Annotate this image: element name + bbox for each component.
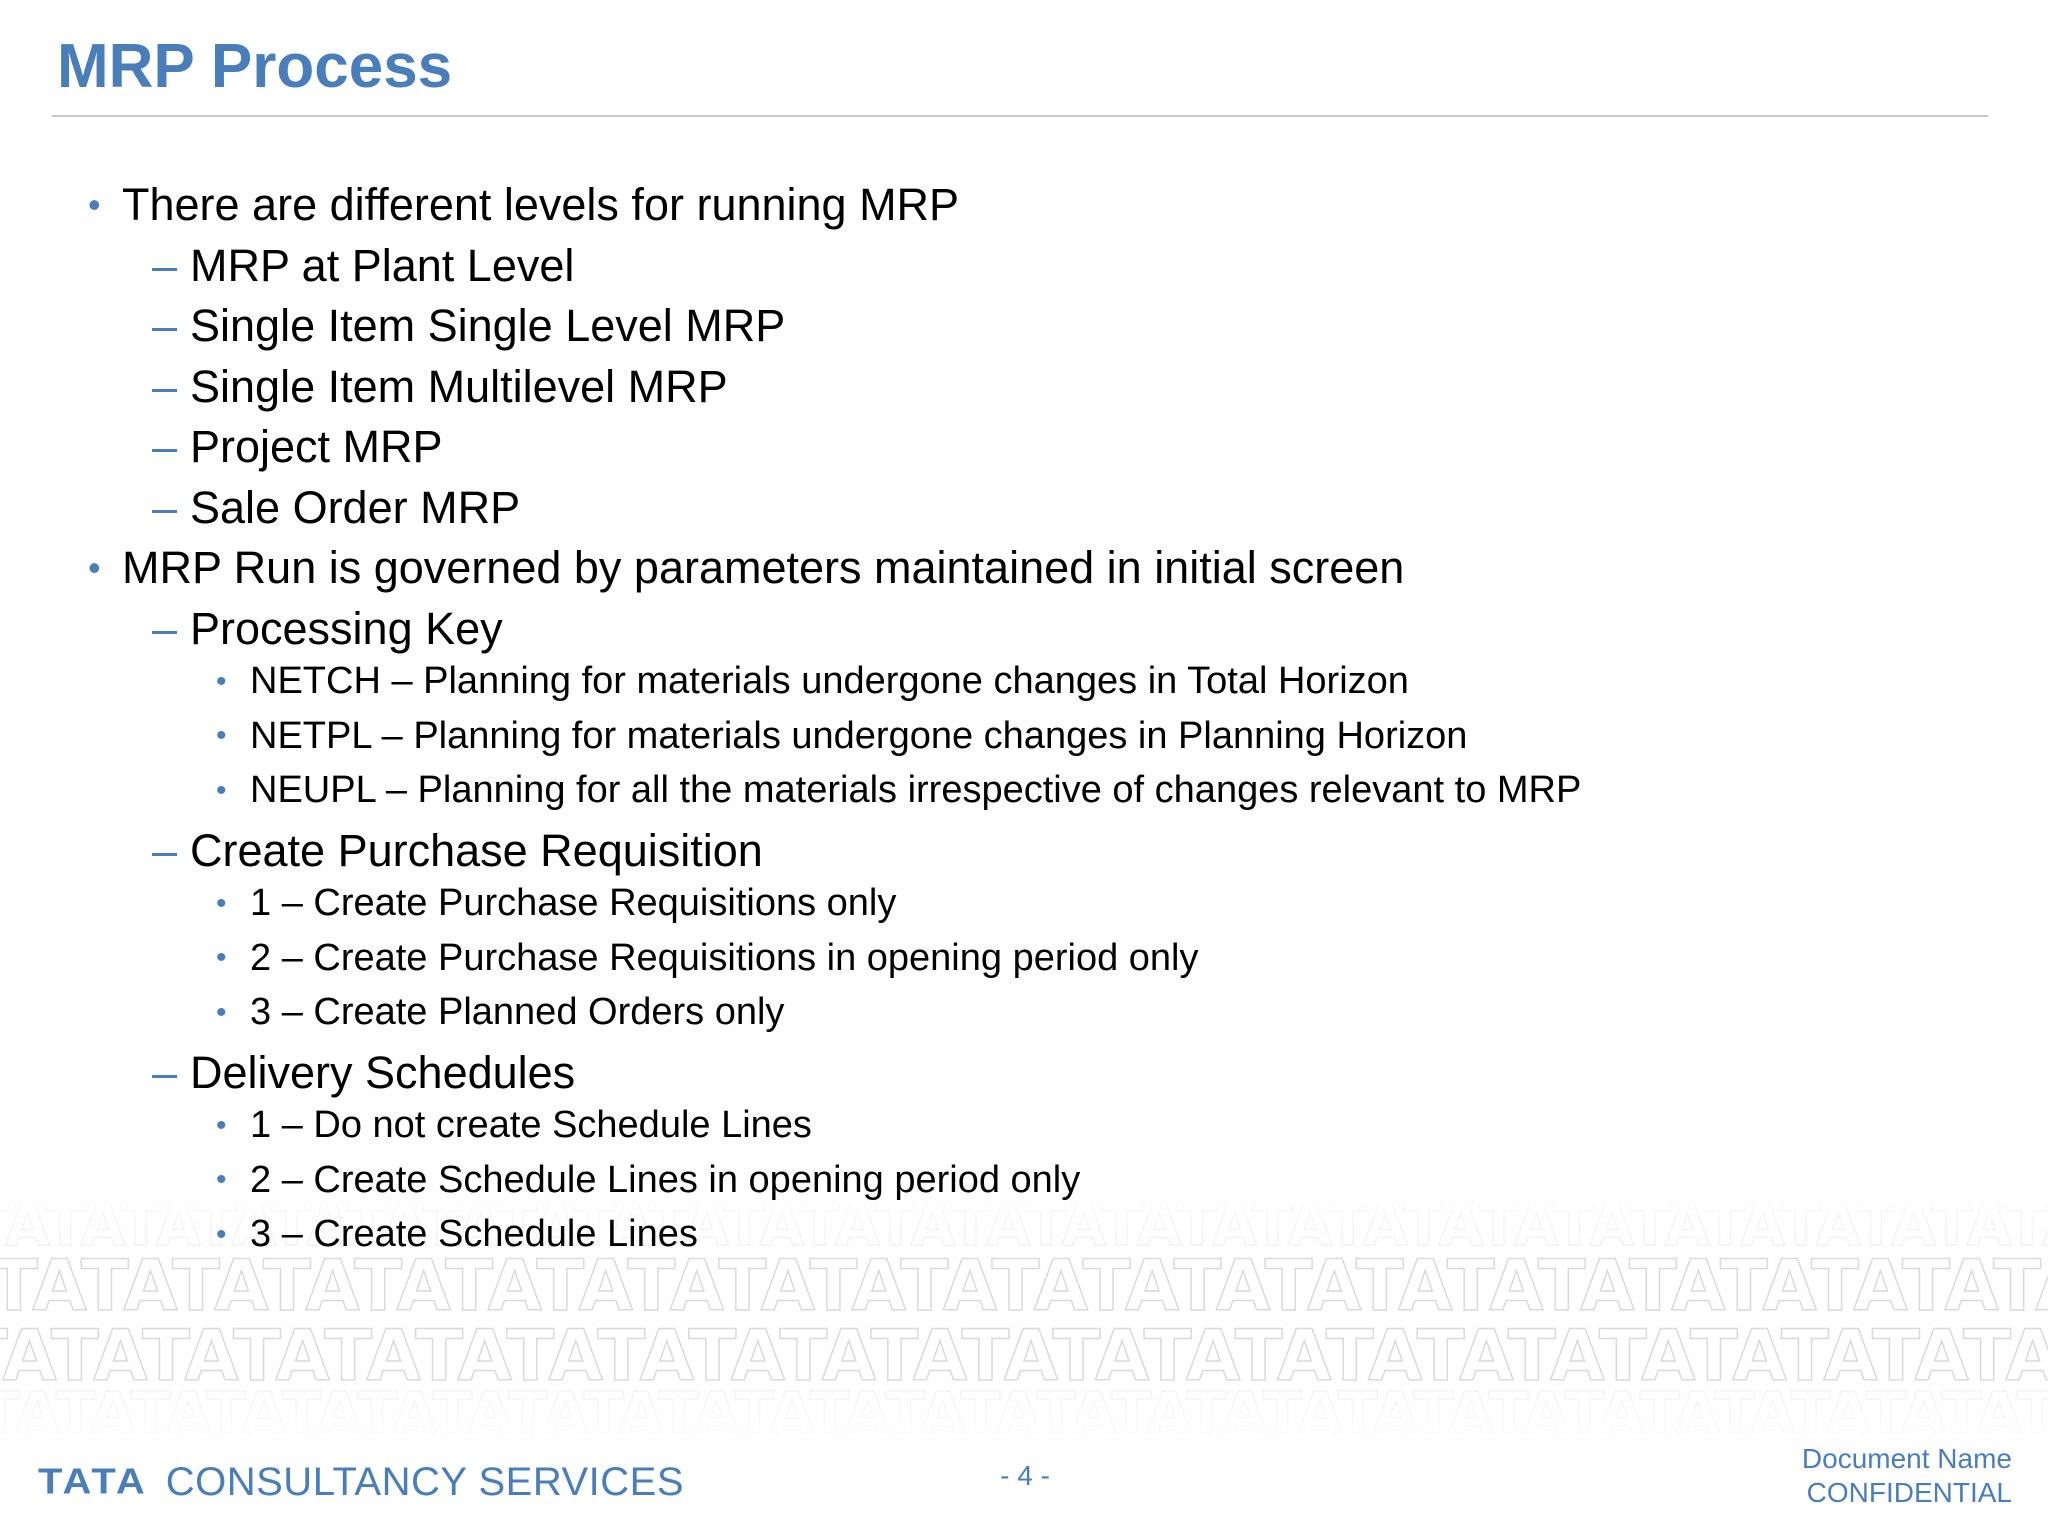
company-logo [38, 1458, 684, 1506]
bullet-text: NETCH – Planning for materials undergone changes in Total Horizon [250, 660, 1409, 702]
bullet-text: Processing Key [190, 602, 503, 654]
bullet-level-3 [216, 986, 784, 1040]
page-number: - 4 - [1000, 1460, 1050, 1491]
bullet-text: Project MRP [190, 421, 443, 472]
bullet-text: Sale Order MRP [190, 481, 521, 533]
dash-marker: – [152, 1046, 178, 1098]
bullet-text: Create Purchase Requisition [190, 824, 763, 876]
bullet-marker: • [216, 773, 227, 807]
bullet-level-3 [216, 764, 1581, 818]
dash-marker: – [152, 824, 178, 876]
bullet-text: 2 – Create Schedule Lines in opening period only [250, 1158, 1081, 1201]
confidential-label: CONFIDENTIAL [1806, 1477, 2012, 1508]
bullet-level-3 [216, 709, 1467, 763]
bullet-level-3 [216, 1208, 698, 1262]
bullet-level-2 [152, 357, 728, 417]
company-name: CONSULTANCY SERVICES [165, 1460, 685, 1504]
bullet-level-1 [88, 538, 1404, 598]
bullet-text: MRP Run is governed by parameters maintained in initial screen [122, 542, 1405, 593]
dash-marker: – [152, 481, 178, 533]
bullet-level-2 [152, 821, 763, 881]
dash-marker: – [152, 239, 178, 291]
bullet-marker: • [88, 184, 101, 225]
bullet-text: There are different levels for running MRP [122, 179, 960, 230]
bullet-level-2 [152, 478, 520, 538]
bullet-text: 3 – Create Planned Orders only [250, 991, 785, 1033]
bullet-text: MRP at Plant Level [190, 239, 575, 291]
bullet-level-2 [152, 417, 443, 477]
tata-brand-mark: TATA [38, 1462, 148, 1502]
dash-marker: – [152, 300, 178, 351]
bullet-text: NETPL – Planning for materials undergone changes in Planning Horizon [250, 714, 1468, 757]
bullet-marker: • [216, 1108, 227, 1142]
bullet-level-2 [152, 599, 503, 659]
dash-marker: – [152, 421, 178, 472]
bullet-level-2 [152, 236, 574, 296]
bullet-marker: • [216, 664, 227, 698]
document-name: Document Name [1801, 1443, 2012, 1474]
bullet-marker: • [216, 719, 227, 752]
bullet-text: Single Item Multilevel MRP [190, 360, 728, 412]
bullet-level-3 [216, 1153, 1080, 1207]
bullet-level-3 [216, 877, 896, 931]
dash-marker: – [152, 602, 178, 654]
dash-marker: – [152, 360, 178, 412]
bullet-level-2 [152, 1043, 575, 1103]
bullet-text: 3 – Create Schedule Lines [250, 1213, 698, 1255]
bullet-text: NEUPL – Planning for all the materials irrespective of changes relevant to MRP [250, 769, 1582, 811]
bullet-marker: • [216, 1217, 227, 1251]
slide-title: MRP Process [57, 32, 453, 101]
bullet-marker: • [88, 547, 101, 588]
bullet-text: 1 – Do not create Schedule Lines [250, 1104, 812, 1146]
bullet-text: Single Item Single Level MRP [190, 300, 786, 351]
bullet-text: Delivery Schedules [190, 1046, 576, 1098]
bullet-level-1 [88, 175, 959, 235]
bullet-marker: • [216, 941, 227, 974]
bullet-text: 1 – Create Purchase Requisitions only [250, 882, 897, 924]
bullet-level-3 [216, 655, 1409, 709]
bullet-marker: • [216, 995, 227, 1029]
bullet-marker: • [216, 886, 227, 920]
bullet-level-3 [216, 1099, 812, 1153]
bullet-marker: • [216, 1163, 227, 1196]
bullet-level-2 [152, 296, 785, 356]
bullet-level-3 [216, 931, 1198, 985]
bullet-text: 2 – Create Purchase Requisitions in opening period only [250, 936, 1199, 979]
